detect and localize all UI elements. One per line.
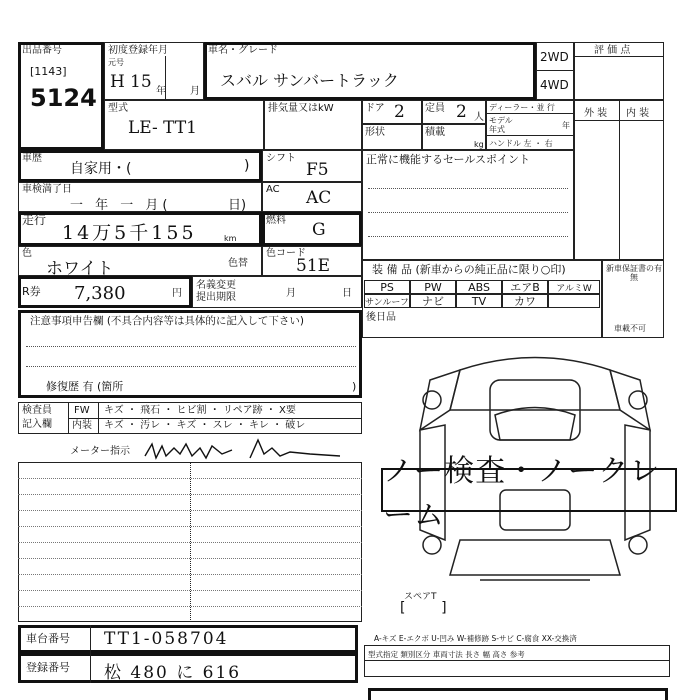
- plate-value: 松 480 に 616: [104, 663, 242, 683]
- spec-labels: 型式指定 類別区分 車両寸法 長さ 幅 高さ 参考: [368, 650, 525, 659]
- era-value: H: [110, 72, 125, 92]
- first-reg-label: 初度登録年月: [108, 45, 168, 56]
- spare-label: スペアT: [404, 592, 437, 602]
- equip-pw: PW: [410, 280, 456, 294]
- tax-day: 日: [342, 288, 352, 299]
- name-label: 車名・グレード: [208, 45, 278, 56]
- color-label: 色: [22, 248, 32, 259]
- doors-value: 2: [394, 102, 405, 122]
- history-close: ): [244, 158, 250, 174]
- inspector-label1: 検査員: [22, 405, 52, 416]
- shift-label: シフト: [266, 153, 296, 164]
- history-label: 車歴: [22, 153, 42, 164]
- year-value: 15: [130, 72, 152, 92]
- handle-label: ハンドル 左 ・ 右: [489, 139, 553, 148]
- doors-label: ドア: [365, 103, 385, 114]
- equip-airbag: エアB: [502, 280, 548, 294]
- equip-leather: カワ: [502, 294, 548, 308]
- equip-empty: [548, 294, 600, 308]
- repair-close: ): [352, 380, 357, 393]
- loading-unit: kg: [474, 140, 484, 149]
- in-label: 内装: [72, 420, 92, 431]
- warranty-none: 車載不可: [614, 324, 646, 333]
- drive-2wd: 2WD: [540, 50, 569, 64]
- model-year-unit: 年: [562, 121, 570, 130]
- model-label: 型式: [108, 103, 128, 114]
- equipment-title: 装 備 品 (新車からの純正品に限り○印): [372, 263, 566, 276]
- in-items: キズ ・ 汚レ ・ キズ ・ スレ ・ キレ ・ 破レ: [104, 420, 306, 431]
- mileage-value: 14万5千155: [62, 222, 197, 244]
- capacity-value: 2: [456, 102, 467, 122]
- fuel-label: 燃料: [266, 215, 286, 226]
- plate-label: 登録番号: [26, 661, 70, 674]
- shift-value: F5: [306, 160, 329, 180]
- rear-label: 後日品: [366, 312, 396, 323]
- mileage-label: 走行: [22, 213, 47, 227]
- shape-label: 形状: [365, 127, 385, 138]
- mileage-unit: km: [224, 234, 237, 243]
- damage-legend: A-キズ E-エクボ U-凹み W-補修跡 S-サビ C-腐食 XX-交換済: [374, 634, 577, 643]
- era-label: 元号: [108, 58, 124, 67]
- equip-ps: PS: [364, 280, 410, 294]
- lot-sub: [1143]: [30, 65, 67, 78]
- paint-label: 色替: [228, 258, 248, 269]
- displacement-label: 排気量又はkW: [268, 103, 334, 114]
- dealer-label: ディーラー・並 行: [489, 103, 555, 112]
- tax-label: R券: [22, 285, 41, 298]
- score-label: 評 価 点: [594, 45, 631, 56]
- inspection-label: 車検満了日: [22, 184, 72, 195]
- equip-sunroof: サンルーフ: [364, 294, 410, 308]
- fuel-value: G: [312, 220, 326, 240]
- history-box: [18, 150, 262, 182]
- fw-label: FW: [74, 405, 90, 416]
- color-value: ホワイト: [46, 259, 114, 279]
- spare-bracket: [ ]: [400, 600, 447, 616]
- chassis-label: 車台番号: [26, 632, 70, 645]
- warranty-title: 新車保証書の有無: [606, 264, 662, 282]
- fw-items: キズ ・ 飛石 ・ ヒビ割 ・ リペア跡 ・ X要: [104, 405, 296, 416]
- equip-abs: ABS: [456, 280, 502, 294]
- chassis-value: TT1-058704: [104, 629, 229, 649]
- lot-label: 出品番号: [22, 45, 62, 56]
- tax-month: 月: [286, 288, 296, 299]
- capacity-unit: 人: [474, 112, 484, 123]
- equip-tv: TV: [456, 294, 502, 308]
- model-value: LE- TT1: [128, 118, 197, 138]
- inspection-close: 日): [228, 198, 247, 213]
- equip-alloy: アルミW: [548, 280, 600, 294]
- color-code-label: 色コード: [266, 248, 306, 259]
- loading-label: 積載: [425, 127, 445, 138]
- tax-deadline-label: 名義変更 提出期限: [196, 280, 236, 303]
- exterior-label: 外 装: [584, 108, 608, 119]
- bottom-strip: [368, 688, 668, 700]
- capacity-label: 定員: [425, 103, 445, 114]
- no-inspection-stamp: ノー検査・ノークレーム: [381, 468, 677, 512]
- selling-points-box: [362, 150, 574, 260]
- ac-label: AC: [266, 184, 280, 195]
- model-year-label: モデル年式: [489, 116, 513, 134]
- notes-title: 注意事項申告欄 (不具合内容等は具体的に記入して下さい): [30, 315, 305, 327]
- color-code-value: 51E: [296, 256, 331, 276]
- drive-4wd: 4WD: [540, 78, 569, 92]
- repair-label: 修復歴 有 (箇所: [46, 380, 124, 393]
- tax-value: 7,380: [74, 283, 126, 304]
- year-unit: 年: [156, 86, 166, 97]
- lot-number: 5124: [30, 84, 97, 112]
- tax-unit: 円: [172, 288, 182, 299]
- equip-navi: ナビ: [410, 294, 456, 308]
- month-unit: 月: [190, 86, 200, 97]
- interior-label: 内 装: [626, 108, 650, 119]
- inspector-label2: 記入欄: [22, 419, 52, 430]
- inspection-value: 一 年 一 月(: [70, 198, 172, 213]
- ac-value: AC: [306, 188, 332, 208]
- selling-points-label: 正常に機能するセールスポイント: [366, 153, 531, 166]
- name-value: スバル サンバートラック: [220, 71, 399, 90]
- meter-label: メーター指示: [70, 446, 130, 457]
- history-value: 自家用・(: [70, 161, 132, 177]
